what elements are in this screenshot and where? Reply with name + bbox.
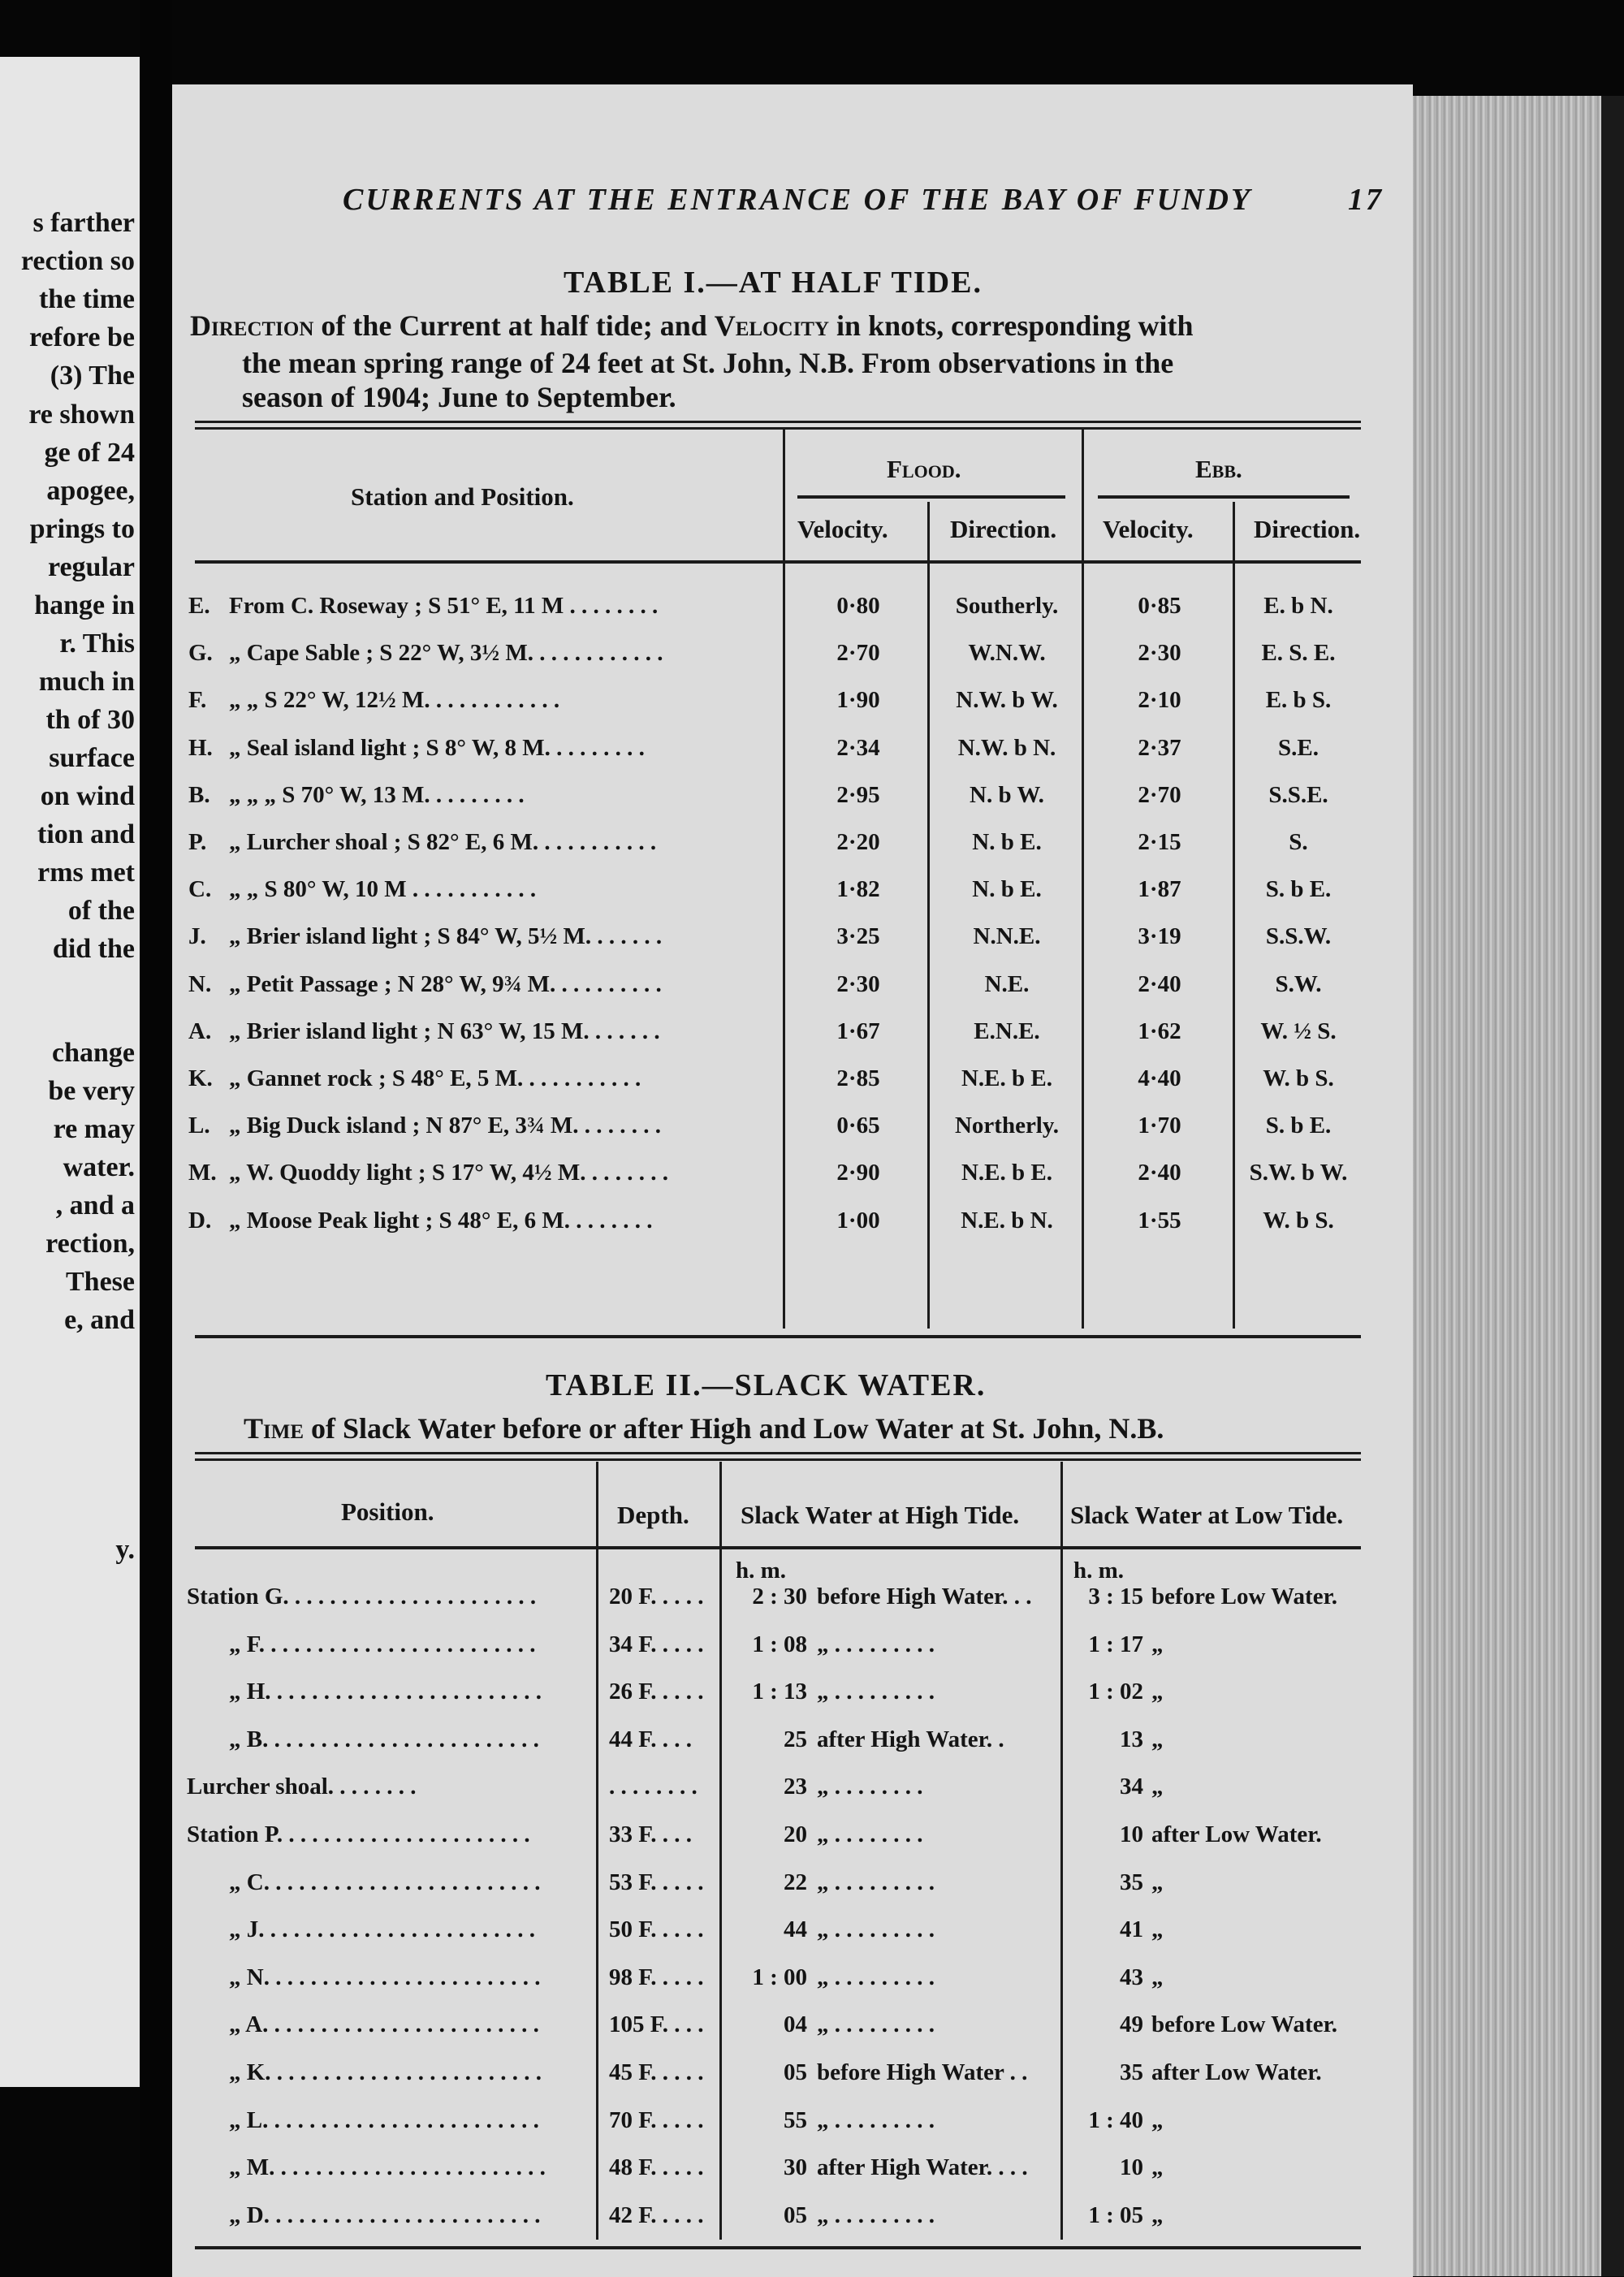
slack-high-time: 05: [784, 2059, 807, 2085]
table1-title: TABLE I.—AT HALF TIDE.: [564, 266, 983, 300]
slack-high-note: before High Water . .: [817, 2059, 1028, 2085]
left-page-fragment: the time: [38, 284, 135, 314]
ebb-direction: E. b S.: [1265, 687, 1332, 714]
left-page-fragment: regular: [47, 552, 135, 582]
depth-value: 34 F. . . . .: [609, 1631, 704, 1657]
ebb-velocity: 1·70: [1138, 1113, 1181, 1139]
station-position: „ Moose Peak light ; S 48° E, 6 M. . . . . . . .: [229, 1207, 653, 1234]
station-letter: P.: [188, 829, 207, 855]
flood-velocity: 2·70: [836, 640, 880, 667]
book-page: [172, 84, 1413, 2277]
ebb-direction: W. ½ S.: [1260, 1018, 1337, 1044]
station-letter: J.: [188, 923, 206, 950]
position-name: „ N. . . . . . . . . . . . . . . . . . . . . . . .: [229, 1964, 541, 1990]
table2-bottom-rule: [195, 2246, 1361, 2249]
station-letter: L.: [188, 1113, 210, 1139]
th-flood: Flood.: [887, 455, 961, 483]
th-ebb: Ebb.: [1195, 455, 1242, 483]
station-letter: H.: [188, 734, 213, 761]
book-gutter: [140, 0, 172, 2276]
ebb-direction: W. b S.: [1263, 1065, 1334, 1091]
slack-low-note: „: [1151, 1631, 1164, 1657]
slack-high-time: 20: [784, 1821, 807, 1847]
page-edges-dark: [1601, 96, 1624, 2276]
left-page-fragment: th of 30: [45, 705, 135, 735]
station-position: „ W. Quoddy light ; S 17° W, 4½ M. . . . . . . .: [229, 1160, 668, 1186]
table2-caption: [244, 1411, 1164, 1445]
depth-value: 98 F. . . . .: [609, 1964, 704, 1990]
slack-high-time: 1 : 08: [752, 1631, 807, 1657]
position-name: „ L. . . . . . . . . . . . . . . . . . . . . . . .: [229, 2106, 539, 2133]
table1-bottom-rule: [195, 1335, 1361, 1338]
left-page-fragment: water.: [63, 1152, 135, 1182]
slack-low-note: before Low Water.: [1151, 2011, 1338, 2038]
slack-low-time: 10: [1120, 2154, 1143, 2181]
left-page-fragment: surface: [49, 743, 135, 773]
table1-caption-line1: [190, 309, 1193, 343]
slack-low-time: 3 : 15: [1088, 1584, 1143, 1609]
station-position: „ Cape Sable ; S 22° W, 3½ M. . . . . . . . . . . .: [229, 640, 663, 667]
position-name: Lurcher shoal. . . . . . . .: [187, 1774, 417, 1800]
flood-direction: N.W. b N.: [957, 734, 1056, 761]
ebb-velocity: 2·10: [1138, 687, 1181, 714]
station-position: „ Big Duck island ; N 87° E, 3¾ M. . . . . . . .: [229, 1113, 662, 1139]
station-position: „ „ S 80° W, 10 M . . . . . . . . . . .: [229, 876, 537, 903]
flood-velocity: 0·65: [836, 1113, 880, 1139]
position-name: Station P. . . . . . . . . . . . . . . . . . . . . .: [187, 1821, 530, 1847]
slack-high-note: „ . . . . . . . .: [817, 1821, 923, 1847]
left-facing-page: [0, 57, 140, 2087]
position-name: „ A. . . . . . . . . . . . . . . . . . . . . . . .: [229, 2011, 539, 2038]
flood-direction: N. b W.: [970, 781, 1044, 808]
slack-low-time: 10: [1120, 1821, 1143, 1847]
slack-low-note: „: [1151, 1726, 1164, 1752]
slack-low-time: 34: [1120, 1774, 1143, 1800]
ebb-direction: S.S.W.: [1265, 923, 1332, 950]
left-page-fragment: re may: [53, 1114, 135, 1144]
table1-col-sep-3: [927, 502, 930, 1329]
flood-velocity: 1·00: [836, 1207, 880, 1234]
station-letter: N.: [188, 970, 212, 997]
ebb-velocity: 2·40: [1138, 1160, 1181, 1186]
depth-value: 42 F. . . . .: [609, 2201, 704, 2228]
slack-low-time: 41: [1120, 1916, 1143, 1943]
slack-low-note: „: [1151, 1774, 1164, 1800]
station-position: „ Lurcher shoal ; S 82° E, 6 M. . . . . . . . . . .: [229, 829, 657, 855]
slack-high-note: before High Water. . .: [817, 1584, 1032, 1609]
caption-time-word: Time: [244, 1412, 304, 1445]
depth-value: 70 F. . . . .: [609, 2106, 704, 2133]
left-page-fragment: , and a: [55, 1190, 135, 1221]
station-position: „ Brier island light ; N 63° W, 15 M. . . . . . .: [229, 1018, 660, 1044]
left-page-fragment: refore be: [29, 322, 135, 352]
flood-direction: Southerly.: [955, 593, 1059, 619]
slack-high-note: „ . . . . . . . . .: [817, 1631, 935, 1657]
position-name: „ M. . . . . . . . . . . . . . . . . . . . . . . .: [229, 2154, 546, 2181]
th-station-position: Station and Position.: [351, 482, 574, 511]
hm-units-low: h. m.: [1073, 1558, 1125, 1584]
slack-low-time: 1 : 40: [1088, 2106, 1143, 2133]
slack-low-note: „: [1151, 1679, 1164, 1705]
ebb-direction: E. b N.: [1263, 593, 1333, 619]
left-page-fragment: did the: [52, 934, 135, 964]
running-title: CURRENTS AT THE ENTRANCE OF THE BAY OF FUNDY: [343, 183, 1253, 217]
ebb-direction: S. b E.: [1265, 876, 1332, 903]
table2-col-sep-1: [596, 1462, 598, 2240]
table2-top-rule: [195, 1452, 1361, 1461]
station-letter: C.: [188, 876, 212, 903]
table2-title: TABLE II.—SLACK WATER.: [546, 1368, 987, 1402]
station-position: „ Gannet rock ; S 48° E, 5 M. . . . . . . . . . .: [229, 1065, 641, 1091]
depth-value: 105 F. . . .: [609, 2011, 704, 2038]
slack-high-note: „ . . . . . . . .: [817, 1774, 923, 1800]
page-edges: [1413, 96, 1601, 2276]
flood-direction: N.E. b E.: [961, 1065, 1052, 1091]
ebb-direction: W. b S.: [1263, 1207, 1334, 1234]
th-ebb-velocity: Velocity.: [1103, 515, 1194, 543]
caption-text: of Slack Water before or after High and Low Water at St. John, N.B.: [304, 1412, 1164, 1445]
left-page-fragment: r. This: [59, 629, 135, 659]
slack-high-time: 30: [784, 2154, 807, 2181]
position-name: „ B. . . . . . . . . . . . . . . . . . . . . . . .: [229, 1726, 539, 1752]
ebb-velocity: 1·62: [1138, 1018, 1181, 1044]
flood-underline: [797, 495, 1065, 499]
station-letter: D.: [188, 1207, 212, 1234]
slack-high-time: 23: [784, 1774, 807, 1800]
slack-low-note: after Low Water.: [1151, 2059, 1322, 2085]
slack-high-note: after High Water. .: [817, 1726, 1004, 1752]
station-letter: E.: [188, 593, 210, 619]
slack-low-note: „: [1151, 2201, 1164, 2228]
slack-low-note: „: [1151, 1916, 1164, 1943]
flood-direction: N.E. b N.: [961, 1207, 1053, 1234]
hm-units-high: h. m.: [736, 1558, 787, 1584]
table1-top-rule: [195, 421, 1361, 430]
ebb-direction: S. b E.: [1265, 1113, 1332, 1139]
slack-high-time: 22: [784, 1869, 807, 1895]
flood-direction: E.N.E.: [974, 1018, 1040, 1044]
flood-direction: N. b E.: [972, 876, 1042, 903]
flood-velocity: 3·25: [836, 923, 880, 950]
left-page-fragment: (3) The: [50, 361, 135, 391]
left-page-fragment: rection so: [20, 246, 135, 276]
table2-header-rule: [195, 1546, 1361, 1549]
slack-high-note: „ . . . . . . . . .: [817, 1679, 935, 1705]
flood-velocity: 2·20: [836, 829, 880, 855]
station-letter: K.: [188, 1065, 213, 1091]
ebb-velocity: 4·40: [1138, 1065, 1181, 1091]
th-slack-low: Slack Water at Low Tide.: [1070, 1501, 1344, 1529]
th-position: Position.: [341, 1497, 434, 1526]
station-position: „ Brier island light ; S 84° W, 5½ M. . . . . . .: [229, 923, 663, 950]
station-position: „ „ S 22° W, 12½ M. . . . . . . . . . . .: [229, 687, 560, 714]
table2-col-sep-2: [719, 1462, 722, 2240]
depth-value: 44 F. . . .: [609, 1726, 693, 1752]
station-letter: B.: [188, 781, 210, 808]
slack-high-time: 04: [784, 2011, 807, 2038]
left-page-fragment: ge of 24: [44, 438, 135, 468]
slack-low-time: 35: [1120, 2059, 1143, 2085]
ebb-velocity: 2·30: [1138, 640, 1181, 667]
flood-direction: N.E. b E.: [961, 1160, 1052, 1186]
left-page-fragment: prings to: [29, 514, 135, 544]
ebb-velocity: 2·40: [1138, 970, 1181, 997]
table2-col-sep-3: [1060, 1462, 1063, 2240]
position-name: „ K. . . . . . . . . . . . . . . . . . . . . . . .: [229, 2059, 542, 2085]
position-name: „ F. . . . . . . . . . . . . . . . . . . . . . . .: [229, 1631, 536, 1657]
station-letter: F.: [188, 687, 207, 714]
flood-direction: Northerly.: [954, 1113, 1060, 1139]
slack-high-time: 25: [784, 1726, 807, 1752]
left-page-fragment: change: [52, 1038, 135, 1068]
slack-low-note: after Low Water.: [1151, 1821, 1322, 1847]
ebb-underline: [1098, 495, 1350, 499]
ebb-velocity: 0·85: [1138, 593, 1181, 619]
slack-low-note: „: [1151, 2154, 1164, 2181]
flood-direction: N.W. b W.: [956, 687, 1058, 714]
left-page-fragment: tion and: [37, 819, 135, 849]
flood-velocity: 2·95: [836, 781, 880, 808]
th-depth: Depth.: [617, 1501, 689, 1529]
slack-high-time: 55: [784, 2106, 807, 2133]
ebb-velocity: 2·37: [1138, 734, 1181, 761]
flood-velocity: 2·85: [836, 1065, 880, 1091]
slack-low-note: „: [1151, 2106, 1164, 2133]
depth-value: 48 F. . . . .: [609, 2154, 704, 2181]
ebb-direction: S.W. b W.: [1249, 1160, 1348, 1186]
left-page-fragment: be very: [48, 1076, 135, 1106]
position-name: „ H. . . . . . . . . . . . . . . . . . . . . . . .: [229, 1679, 542, 1705]
depth-value: 20 F. . . . .: [609, 1584, 704, 1609]
flood-direction: W.N.W.: [968, 640, 1046, 667]
left-page-fragment: of the: [67, 896, 135, 926]
slack-high-note: after High Water. . . .: [817, 2154, 1028, 2181]
slack-high-note: „ . . . . . . . . .: [817, 2201, 935, 2228]
depth-value: 45 F. . . . .: [609, 2059, 704, 2085]
caption-direction-word: Direction: [190, 309, 314, 342]
left-page-fragment: y.: [115, 1535, 135, 1565]
slack-high-note: „ . . . . . . . . .: [817, 2106, 935, 2133]
station-position: „ Seal island light ; S 8° W, 8 M. . . . . . . . .: [229, 734, 645, 761]
slack-low-time: 1 : 02: [1088, 1679, 1143, 1705]
depth-value: 26 F. . . . .: [609, 1679, 704, 1705]
ebb-velocity: 2·15: [1138, 829, 1181, 855]
left-page-fragment: much in: [38, 667, 135, 697]
slack-high-note: „ . . . . . . . . .: [817, 1869, 935, 1895]
station-position: „ „ „ S 70° W, 13 M. . . . . . . . .: [229, 781, 525, 808]
slack-high-note: „ . . . . . . . . .: [817, 1964, 935, 1990]
left-page-fragment: apogee,: [46, 476, 135, 506]
station-letter: A.: [188, 1018, 212, 1044]
ebb-velocity: 1·87: [1138, 876, 1181, 903]
slack-low-time: 49: [1120, 2011, 1143, 2038]
depth-value: 53 F. . . . .: [609, 1869, 704, 1895]
slack-low-note: „: [1151, 1869, 1164, 1895]
left-page-fragment: hange in: [34, 590, 135, 620]
slack-high-time: 1 : 00: [752, 1964, 807, 1990]
ebb-direction: S.W.: [1275, 970, 1322, 997]
flood-velocity: 2·90: [836, 1160, 880, 1186]
caption-text-1: of the Current at half tide; and: [313, 309, 715, 342]
slack-low-time: 13: [1120, 1726, 1143, 1752]
flood-velocity: 1·67: [836, 1018, 880, 1044]
slack-high-note: „ . . . . . . . . .: [817, 2011, 935, 2038]
slack-high-time: 1 : 13: [752, 1679, 807, 1705]
ebb-direction: S.: [1289, 829, 1308, 855]
th-ebb-direction: Direction.: [1254, 515, 1361, 543]
th-flood-direction: Direction.: [950, 515, 1057, 543]
flood-velocity: 1·82: [836, 876, 880, 903]
flood-direction: N.N.E.: [973, 923, 1041, 950]
slack-high-note: „ . . . . . . . . .: [817, 1916, 935, 1943]
station-letter: G.: [188, 640, 213, 667]
depth-value: 33 F. . . .: [609, 1821, 693, 1847]
position-name: Station G. . . . . . . . . . . . . . . . . . . . . .: [187, 1584, 537, 1609]
table1-col-sep-4: [1233, 502, 1235, 1329]
flood-velocity: 2·34: [836, 734, 880, 761]
station-letter: M.: [188, 1160, 217, 1186]
page-number: 17: [1348, 183, 1384, 217]
flood-velocity: 1·90: [836, 687, 880, 714]
ebb-direction: E. S. E.: [1261, 640, 1336, 667]
caption-velocity-word: Velocity: [714, 309, 830, 342]
flood-velocity: 0·80: [836, 593, 880, 619]
left-page-fragment: These: [66, 1267, 135, 1297]
ebb-direction: S.S.E.: [1268, 781, 1328, 808]
slack-low-time: 1 : 05: [1088, 2201, 1143, 2228]
th-slack-high: Slack Water at High Tide.: [741, 1501, 1020, 1529]
slack-low-note: before Low Water.: [1151, 1584, 1338, 1609]
flood-direction: N.E.: [984, 970, 1030, 997]
caption-text-2: in knots, corresponding with: [829, 309, 1194, 342]
position-name: „ J. . . . . . . . . . . . . . . . . . . . . . . .: [229, 1916, 535, 1943]
left-page-fragment: rms met: [37, 858, 135, 888]
ebb-velocity: 3·19: [1138, 923, 1181, 950]
ebb-direction: S.E.: [1278, 734, 1319, 761]
left-page-fragment: re shown: [28, 400, 135, 430]
flood-direction: N. b E.: [972, 829, 1042, 855]
depth-value: . . . . . . . .: [609, 1774, 698, 1800]
table1-caption-line3: season of 1904; June to September.: [242, 381, 676, 413]
left-page-fragment: rection,: [45, 1229, 135, 1259]
slack-low-time: 1 : 17: [1088, 1631, 1143, 1657]
slack-high-time: 2 : 30: [752, 1584, 807, 1609]
station-position: „ Petit Passage ; N 28° W, 9¾ M. . . . . . . . . .: [229, 970, 662, 997]
slack-high-time: 05: [784, 2201, 807, 2228]
left-page-fragment: s farther: [32, 208, 135, 238]
slack-low-time: 35: [1120, 1869, 1143, 1895]
ebb-velocity: 2·70: [1138, 781, 1181, 808]
left-page-fragment: e, and: [64, 1305, 135, 1335]
ebb-velocity: 1·55: [1138, 1207, 1181, 1234]
slack-low-note: „: [1151, 1964, 1164, 1990]
station-position: From C. Roseway ; S 51° E, 11 M . . . . . . . .: [229, 593, 659, 619]
table1-caption-line2: the mean spring range of 24 feet at St. John, N.B. From observations in the: [242, 347, 1174, 379]
slack-low-time: 43: [1120, 1964, 1143, 1990]
position-name: „ D. . . . . . . . . . . . . . . . . . . . . . . .: [229, 2201, 541, 2228]
th-flood-velocity: Velocity.: [797, 515, 888, 543]
flood-velocity: 2·30: [836, 970, 880, 997]
depth-value: 50 F. . . . .: [609, 1916, 704, 1943]
slack-high-time: 44: [784, 1916, 807, 1943]
position-name: „ C. . . . . . . . . . . . . . . . . . . . . . . .: [229, 1869, 541, 1895]
left-page-fragment: on wind: [40, 781, 135, 811]
table1-header-rule: [195, 560, 1361, 564]
